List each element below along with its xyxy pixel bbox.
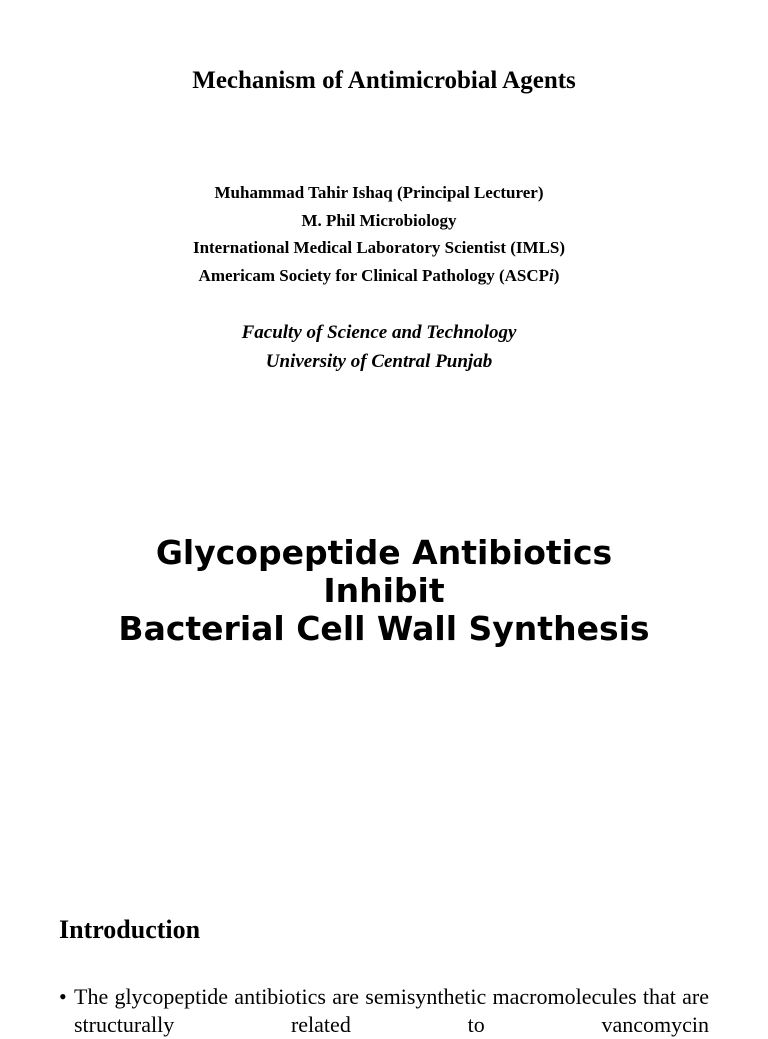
list-item [59,983,709,1039]
author-name: Muhammad Tahir Ishaq (Principal Lecturer) [214,183,544,202]
document-title: Mechanism of Antimicrobial Agents [192,67,576,94]
society-name: Americam Society for Clinical Pathology (ASCP [198,265,550,285]
society-close-paren: ) [553,265,560,285]
university-name: University of Central Punjab [265,351,493,372]
section-title-line-3: Bacterial Cell Wall Synthesis [118,609,650,648]
affiliation-block [0,318,758,376]
bullet-icon: • [59,984,67,1009]
society-italic-letter: i [549,265,554,285]
section-title [0,534,768,648]
introduction-bullet-list [59,983,709,1039]
section-title-line-1: Glycopeptide Antibiotics [155,533,613,572]
author-society [0,262,758,290]
introduction-heading: Introduction [59,915,201,944]
author-degree: M. Phil Microbiology [301,210,457,230]
bullet-text: The glycopeptide antibiotics are semisynthetic macromolecules that are structurally related to vancomycin [74,984,709,1037]
author-credential: International Medical Laboratory Scientist (IMLS) [192,238,566,257]
author-block [0,179,758,289]
section-title-line-2: Inhibit [323,571,445,610]
faculty-name: Faculty of Science and Technology [241,322,517,343]
